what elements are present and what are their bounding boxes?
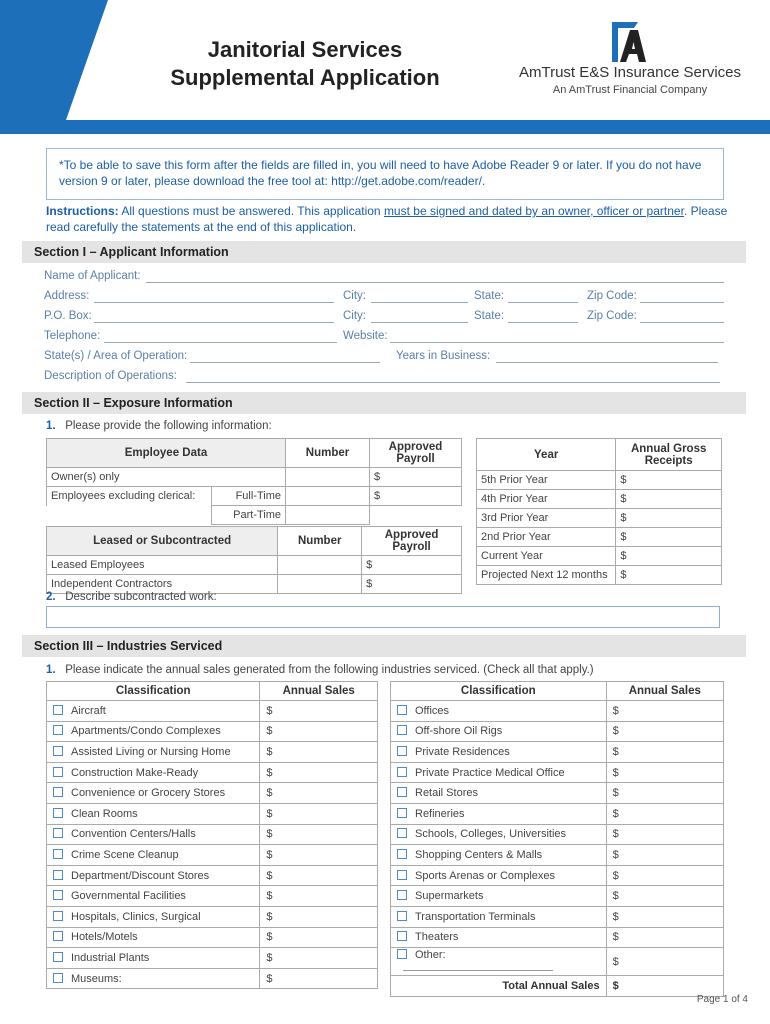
industry-sales-field[interactable]: $: [260, 845, 378, 866]
industry-sales-field[interactable]: $: [606, 865, 723, 886]
industry-label: Construction Make-Ready: [71, 766, 199, 779]
state-label: State:: [474, 290, 505, 302]
year-row-value[interactable]: $: [616, 547, 722, 566]
industry-row: [391, 865, 724, 886]
industry-row: [47, 783, 378, 804]
industry-label: Governmental Facilities: [71, 890, 186, 903]
industry-sales-field[interactable]: $: [260, 906, 378, 927]
industry-sales-field[interactable]: $: [606, 824, 723, 845]
industry-checkbox[interactable]: [397, 828, 407, 838]
year-row-label: 5th Prior Year: [477, 471, 616, 490]
leased-header: Leased or Subcontracted: [47, 527, 278, 556]
industry-sales-field[interactable]: $: [260, 927, 378, 948]
industry-sales-field[interactable]: $: [260, 968, 378, 989]
parttime-label: Part-Time: [212, 506, 286, 525]
pobox-zip-field[interactable]: [640, 322, 724, 323]
section-1-header: Section I – Applicant Information: [22, 241, 746, 263]
industry-row: [47, 968, 378, 989]
contractors-number[interactable]: [278, 575, 362, 594]
subcontracted-work-input[interactable]: [46, 606, 720, 628]
instructions: Instructions: All questions must be answered. This application must be signed and dated by an owner, officer or partner. Please read carefully the statements at the end of this application.: [46, 204, 728, 234]
description-row: [44, 370, 724, 388]
fulltime-number[interactable]: [286, 487, 370, 506]
industry-checkbox[interactable]: [53, 746, 63, 756]
address-label: Address:: [44, 290, 90, 302]
owners-label: Owner(s) only: [47, 468, 286, 487]
industry-checkbox[interactable]: [397, 808, 407, 818]
zip-field[interactable]: [640, 302, 724, 303]
industry-checkbox[interactable]: [53, 973, 63, 983]
industry-sales-field[interactable]: $: [260, 803, 378, 824]
industry-checkbox[interactable]: [53, 911, 63, 921]
leased-number-header: Number: [278, 527, 362, 556]
industry-row: [47, 762, 378, 783]
industry-checkbox[interactable]: [397, 911, 407, 921]
industry-sales-field[interactable]: $: [606, 701, 723, 722]
industry-sales-field[interactable]: $: [260, 762, 378, 783]
section-2-question-2: 2. Describe subcontracted work:: [46, 591, 217, 603]
industry-sales-field[interactable]: $: [260, 701, 378, 722]
leased-employees-label: Leased Employees: [47, 556, 278, 575]
industry-row: [47, 886, 378, 907]
total-sales-label: Total Annual Sales: [391, 976, 607, 997]
industry-checkbox[interactable]: [53, 870, 63, 880]
other-industry-field[interactable]: [403, 961, 553, 971]
industry-label: Sports Arenas or Complexes: [415, 869, 556, 882]
states-row: [44, 350, 724, 368]
gross-receipts-table: [476, 438, 722, 585]
industry-row: [47, 803, 378, 824]
industry-checkbox[interactable]: [53, 828, 63, 838]
industry-label: Department/Discount Stores: [71, 869, 210, 882]
pobox-label: P.O. Box:: [44, 310, 92, 322]
industry-label: Theaters: [415, 931, 459, 944]
year-row-value[interactable]: $: [616, 509, 722, 528]
industry-checkbox[interactable]: [53, 931, 63, 941]
industry-row: [47, 948, 378, 969]
year-header: Year: [477, 439, 616, 471]
page-title: Janitorial Services Supplemental Application: [170, 37, 440, 90]
header-blue-bar: [0, 120, 770, 134]
industry-checkbox[interactable]: [53, 849, 63, 859]
industry-label: Convention Centers/Halls: [71, 828, 196, 841]
adobe-notice: *To be able to save this form after the fields are filled in, you will need to have Adobe Reader 9 or later. If you do not have version 9 or later, please download the free tool at: http://get.adobe.com/reader/.: [46, 148, 724, 200]
address-row: [44, 290, 724, 308]
industry-row: [47, 824, 378, 845]
applicant-name-field[interactable]: [146, 282, 724, 283]
industry-row: [391, 762, 724, 783]
year-row-value[interactable]: $: [616, 471, 722, 490]
city-field[interactable]: [371, 302, 468, 303]
pobox-city-label: City:: [343, 310, 366, 322]
industry-sales-field[interactable]: $: [260, 742, 378, 763]
website-label: Website:: [343, 330, 388, 342]
industry-row: [391, 886, 724, 907]
industry-row: [47, 701, 378, 722]
industry-checkbox[interactable]: [397, 931, 407, 941]
year-row-label: 4th Prior Year: [477, 490, 616, 509]
states-label: State(s) / Area of Operation:: [44, 350, 188, 362]
brand-name: AmTrust E&S Insurance Services: [518, 64, 742, 81]
industry-sales-field[interactable]: $: [606, 721, 723, 742]
industry-label: Assisted Living or Nursing Home: [71, 745, 231, 758]
owners-payroll[interactable]: $: [370, 468, 462, 487]
industry-row: [47, 742, 378, 763]
industry-sales-field[interactable]: $: [606, 742, 723, 763]
industry-checkbox[interactable]: [53, 767, 63, 777]
industry-sales-field[interactable]: $: [260, 824, 378, 845]
years-label: Years in Business:: [396, 350, 491, 362]
industry-row: [391, 906, 724, 927]
pobox-city-field[interactable]: [371, 322, 468, 323]
pobox-row: [44, 310, 724, 328]
industry-sales-field[interactable]: $: [606, 886, 723, 907]
industry-label: Clean Rooms: [71, 807, 138, 820]
industry-row: [391, 721, 724, 742]
header-blue-wedge: [66, 0, 108, 120]
industry-sales-field[interactable]: $: [606, 906, 723, 927]
leased-employees-payroll[interactable]: $: [362, 556, 462, 575]
industry-checkbox[interactable]: [53, 787, 63, 797]
address-field[interactable]: [94, 302, 334, 303]
industry-sales-field[interactable]: $: [260, 948, 378, 969]
industry-checkbox[interactable]: [397, 746, 407, 756]
pobox-field[interactable]: [94, 322, 334, 323]
industry-label: Schools, Colleges, Universities: [415, 828, 567, 841]
total-row: [391, 976, 724, 997]
industry-label: Hospitals, Clinics, Surgical: [71, 910, 201, 923]
brand-block: [490, 64, 770, 96]
contractors-label: Independent Contractors: [47, 575, 278, 594]
header-blue-band: [0, 0, 66, 120]
classification-header: Classification: [47, 682, 260, 701]
industry-label: Hotels/Motels: [71, 931, 138, 944]
leased-employees-number[interactable]: [278, 556, 362, 575]
industry-checkbox[interactable]: [397, 787, 407, 797]
receipts-header: Annual Gross Receipts: [616, 439, 722, 471]
industry-sales-field[interactable]: $: [606, 803, 723, 824]
industry-row: [391, 948, 724, 976]
years-field[interactable]: [496, 362, 718, 363]
industry-label: Other:: [415, 949, 446, 962]
number-header: Number: [286, 439, 370, 468]
industry-label: Retail Stores: [415, 787, 478, 800]
industry-checkbox[interactable]: [53, 808, 63, 818]
industry-sales-field[interactable]: $: [260, 783, 378, 804]
brand-subtitle: An AmTrust Financial Company: [552, 84, 708, 96]
industry-sales-field[interactable]: $: [260, 886, 378, 907]
parttime-number[interactable]: [286, 506, 370, 525]
industry-checkbox[interactable]: [397, 949, 407, 959]
industry-label: Convenience or Grocery Stores: [71, 787, 226, 800]
industry-checkbox[interactable]: [397, 705, 407, 715]
contractors-payroll[interactable]: $: [362, 575, 462, 594]
pobox-state-label: State:: [474, 310, 505, 322]
telephone-row: [44, 330, 724, 348]
industry-row: [391, 845, 724, 866]
industries-table-left: [46, 681, 378, 989]
industry-row: [47, 845, 378, 866]
industry-sales-field[interactable]: $: [606, 762, 723, 783]
state-field[interactable]: [508, 302, 578, 303]
industry-row: [391, 783, 724, 804]
owners-number[interactable]: [286, 468, 370, 487]
industry-label: Private Practice Medical Office: [415, 766, 565, 779]
industry-row: [47, 906, 378, 927]
page-header: [0, 0, 770, 134]
total-sales-field[interactable]: $: [606, 976, 723, 997]
description-label: Description of Operations:: [44, 370, 177, 382]
section-3-question-1: 1. Please indicate the annual sales generated from the following industries serviced. (Check all that apply.): [46, 664, 594, 676]
applicant-name-row: [44, 270, 724, 288]
pobox-state-field[interactable]: [508, 322, 578, 323]
annual-sales-header: Annual Sales: [260, 682, 378, 701]
employees-label: Employees excluding clerical:: [47, 487, 212, 506]
website-field[interactable]: [390, 342, 724, 343]
industry-sales-field[interactable]: $: [606, 783, 723, 804]
industry-checkbox[interactable]: [53, 890, 63, 900]
section-2-question-1: 1. Please provide the following information:: [46, 420, 272, 432]
industry-label: Museums:: [71, 972, 122, 985]
industry-checkbox[interactable]: [397, 725, 407, 735]
telephone-field[interactable]: [104, 342, 337, 343]
annual-sales-header: Annual Sales: [606, 682, 723, 701]
year-row-value[interactable]: $: [616, 528, 722, 547]
industry-row: [391, 824, 724, 845]
industry-label: Off-shore Oil Rigs: [415, 725, 503, 738]
industry-label: Supermarkets: [415, 890, 484, 903]
industry-label: Apartments/Condo Complexes: [71, 725, 221, 738]
industry-label: Shopping Centers & Malls: [415, 848, 543, 861]
pobox-zip-label: Zip Code:: [587, 310, 637, 322]
industry-sales-field[interactable]: $: [606, 948, 723, 976]
industry-row: [391, 803, 724, 824]
industry-checkbox[interactable]: [53, 725, 63, 735]
year-row-label: Current Year: [477, 547, 616, 566]
year-row-label: 2nd Prior Year: [477, 528, 616, 547]
leased-table: [46, 526, 462, 594]
zip-label: Zip Code:: [587, 290, 637, 302]
year-row-label: Projected Next 12 months: [477, 566, 616, 585]
states-field[interactable]: [190, 362, 380, 363]
industry-label: Refineries: [415, 807, 465, 820]
industry-checkbox[interactable]: [397, 849, 407, 859]
amtrust-logo-icon: [612, 22, 652, 62]
industry-sales-field[interactable]: $: [606, 927, 723, 948]
industry-sales-field[interactable]: $: [606, 845, 723, 866]
description-field[interactable]: [186, 382, 720, 383]
leased-payroll-header: Approved Payroll: [362, 527, 462, 556]
year-row-value[interactable]: $: [616, 566, 722, 585]
industry-row: [391, 742, 724, 763]
telephone-label: Telephone:: [44, 330, 101, 342]
industry-row: [47, 721, 378, 742]
fulltime-label: Full-Time: [212, 487, 286, 506]
industry-row: [391, 701, 724, 722]
industry-checkbox[interactable]: [53, 705, 63, 715]
city-label: City:: [343, 290, 366, 302]
industry-checkbox[interactable]: [397, 890, 407, 900]
payroll-header: Approved Payroll: [370, 439, 462, 468]
section-3-header: Section III – Industries Serviced: [22, 635, 746, 657]
year-row-label: 3rd Prior Year: [477, 509, 616, 528]
employee-data-header: Employee Data: [47, 439, 286, 468]
year-row-value[interactable]: $: [616, 490, 722, 509]
industry-label: Offices: [415, 704, 450, 717]
industry-checkbox[interactable]: [397, 767, 407, 777]
industry-label: Private Residences: [415, 745, 510, 758]
employee-data-table: [46, 438, 462, 525]
section-2-header: Section II – Exposure Information: [22, 392, 746, 414]
industry-label: Aircraft: [71, 704, 106, 717]
industry-label: Industrial Plants: [71, 951, 150, 964]
industry-row: [391, 927, 724, 948]
industry-sales-field[interactable]: $: [260, 865, 378, 886]
industry-sales-field[interactable]: $: [260, 721, 378, 742]
industry-label: Transportation Terminals: [415, 910, 536, 923]
applicant-name-label: Name of Applicant:: [44, 270, 141, 282]
industry-row: [47, 927, 378, 948]
industry-label: Crime Scene Cleanup: [71, 848, 179, 861]
fulltime-payroll[interactable]: $: [370, 487, 462, 506]
industry-row: [47, 865, 378, 886]
page-number: Page 1 of 4: [696, 994, 748, 1005]
classification-header: Classification: [391, 682, 607, 701]
industries-table-right: [390, 681, 724, 997]
industry-checkbox[interactable]: [53, 952, 63, 962]
industry-checkbox[interactable]: [397, 870, 407, 880]
